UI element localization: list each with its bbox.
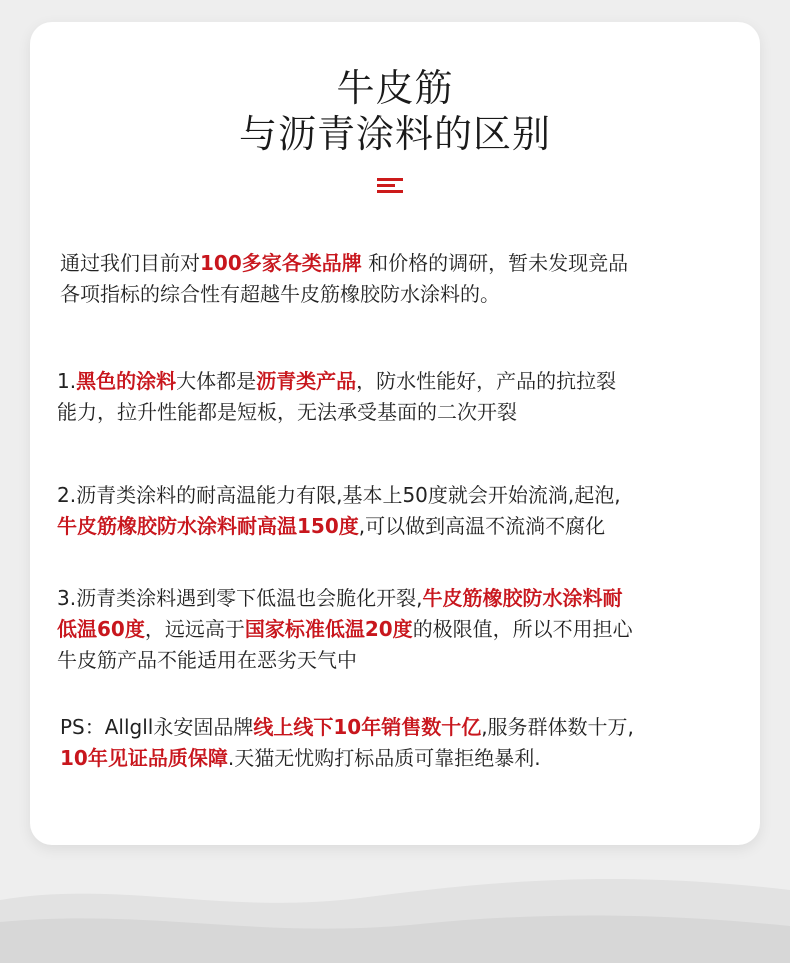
point-2-paragraph (57, 480, 757, 542)
point-1-text: 能力，拉升性能都是短板，无法承受基面的二次开裂 (57, 400, 517, 424)
ps-paragraph (60, 712, 760, 774)
intro-text: 通过我们目前对 (60, 251, 200, 275)
intro-text: 各项指标的综合性有超越牛皮筋橡胶防水涂料的。 (60, 282, 500, 306)
point-3-paragraph (57, 583, 757, 676)
section-mark-icon (377, 178, 403, 194)
point-3-text: 3.沥青类涂料遇到零下低温也会脆化开裂, (57, 586, 423, 610)
point-1-text: 大体都是 (176, 369, 257, 393)
point-3-highlight: 低温60度 (57, 617, 145, 641)
point-3-text: 牛皮筋产品不能适用在恶劣天气中 (57, 648, 357, 672)
title-line-2: 与沥青涂料的区别 (238, 112, 551, 156)
title-line-1: 牛皮筋 (336, 66, 454, 110)
intro-text: 和价格的调研，暂未发现竞品 (361, 251, 629, 275)
point-3-highlight: 国家标准低温20度 (244, 617, 413, 641)
ps-highlight: 10年见证品质保障 (60, 746, 228, 770)
content-card (30, 22, 760, 845)
background-wave (0, 860, 790, 963)
point-1-highlight: 沥青类产品 (256, 369, 357, 393)
point-3-text: ，远远高于 (144, 617, 245, 641)
point-3-highlight: 牛皮筋橡胶防水涂料耐 (422, 586, 623, 610)
ps-highlight: 线上线下10年销售数十亿 (253, 715, 482, 739)
point-3-text: 的极限值，所以不用担心 (412, 617, 633, 641)
ps-text: PS：Allgll永安固品牌 (60, 715, 254, 739)
point-1-text: 1. (57, 369, 77, 393)
point-2-highlight: 牛皮筋橡胶防水涂料耐高温150度 (57, 514, 359, 538)
intro-highlight: 100多家各类品牌 (200, 251, 362, 275)
point-2-text: ,可以做到高温不流淌不腐化 (358, 514, 606, 538)
ps-text: .天猫无忧购打标品质可靠拒绝暴利. (227, 746, 541, 770)
intro-paragraph (60, 248, 750, 310)
point-2-text: 2.沥青类涂料的耐高温能力有限,基本上50度就会开始流淌,起泡, (57, 483, 621, 507)
ps-text: ,服务群体数十万, (481, 715, 634, 739)
point-1-text: ，防水性能好，产品的抗拉裂 (356, 369, 617, 393)
point-1-highlight: 黑色的涂料 (76, 369, 177, 393)
point-1-paragraph (57, 366, 747, 428)
